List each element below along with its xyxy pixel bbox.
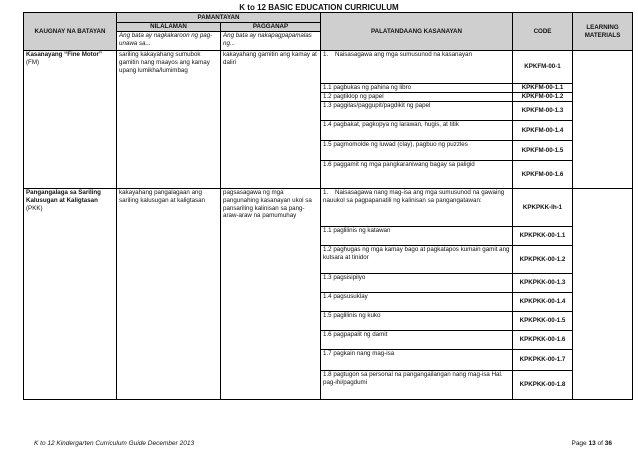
domain-title: Kasanayang “Fine Motor” bbox=[26, 51, 102, 58]
sub-competency: 1.6 paggamit ng mga pangkaraniwang bagay sa paligid bbox=[321, 161, 513, 189]
sub-code: KPKPKK-00-1.8 bbox=[513, 371, 573, 400]
sub-code: KPKPKK-00-1.2 bbox=[513, 246, 573, 274]
sub-code: KPKPKK-00-1.4 bbox=[513, 293, 573, 312]
footer-page-number bbox=[571, 440, 612, 447]
header-nilalaman: NILALAMAN bbox=[117, 23, 221, 32]
header-code: CODE bbox=[513, 13, 573, 51]
curriculum-table bbox=[23, 12, 633, 400]
pagganap-cell: pagsasagawa ng mga pangunahing kasanayan ukol sa pansariling kalinisan sa pang-araw-araw na pamumuhay bbox=[221, 189, 321, 400]
competency-number: 1. bbox=[323, 189, 329, 196]
header-learning-materials: LEARNING MATERIALS bbox=[573, 13, 633, 51]
sub-code: KPKFM-00-1.6 bbox=[513, 161, 573, 189]
domain-title: Pangangalaga sa Sariling Kalusugan at Kaligtasan bbox=[26, 189, 101, 204]
page-total: 36 bbox=[604, 440, 612, 447]
sub-competency: 1.4 pagsusuklay bbox=[321, 293, 513, 312]
pagganap-cell: kakayahang gamitin ang kamay at daliri bbox=[221, 51, 321, 189]
sub-competency: 1.3 paggilas/paggupit/pagdikit ng papel bbox=[321, 102, 513, 121]
domain-abbr: (FM) bbox=[26, 58, 40, 66]
competency-main bbox=[321, 51, 513, 84]
competency-main bbox=[321, 189, 513, 227]
competency-text: Naisasagawa nang mag-isa ang mga sumusunod na gawaing nauukol sa pagpapanatili ng kalinisan sa pangangatawan: bbox=[323, 189, 505, 204]
sub-code: KPKFM-00-1.4 bbox=[513, 121, 573, 141]
document-title: K to 12 BASIC EDUCATION CURRICULUM bbox=[239, 3, 399, 12]
domain-cell bbox=[24, 189, 117, 400]
nilalaman-cell: kakayahang pangalagaan ang sariling kalusugan at kaligtasan bbox=[117, 189, 221, 400]
footer-guide-title: K to 12 Kindergarten Curriculum Guide December 2013 bbox=[34, 440, 195, 447]
sub-competency: 1.2 paghugas ng mga kamay bago at pagkatapos kumain gamit ang kutsara at tinidor bbox=[321, 246, 513, 274]
header-pamantayan: PAMANTAYAN bbox=[117, 13, 321, 23]
sub-competency: 1.2 pagtiklop ng papel bbox=[321, 93, 513, 102]
sub-competency: 1.3 pagsisipilyo bbox=[321, 274, 513, 293]
learning-materials-cell bbox=[573, 51, 633, 189]
domain-abbr: (PKK) bbox=[26, 204, 43, 212]
sub-code: KPKFM-00-1.3 bbox=[513, 102, 573, 121]
sub-code: KPKFM-00-1.5 bbox=[513, 141, 573, 161]
sub-competency: 1.1 paglilinis ng katawan bbox=[321, 227, 513, 246]
competency-text: Naisasagawa ang mga sumusunod na kasanayan bbox=[335, 51, 472, 58]
page-prefix: Page bbox=[571, 440, 589, 447]
sub-code: KPKPKK-00-1.3 bbox=[513, 274, 573, 293]
competency-number: 1. bbox=[323, 51, 329, 58]
sub-competency: 1.5 paglilinis ng kuko bbox=[321, 312, 513, 331]
sub-code: KPKFM-00-1.2 bbox=[513, 93, 573, 102]
header-pagganap: PAGGANAP bbox=[221, 23, 321, 32]
competency-code: KPKPKK-Ih-1 bbox=[513, 189, 573, 227]
header-kaugnay: KAUGNAY NA BATAYAN bbox=[24, 13, 117, 51]
domain-cell bbox=[24, 51, 117, 189]
sub-code: KPKFM-00-1.1 bbox=[513, 84, 573, 93]
header-palatandaan: PALATANDAANG KASANAYAN bbox=[321, 13, 513, 51]
sub-code: KPKPKK-00-1.6 bbox=[513, 331, 573, 350]
nilalaman-cell: sariling kakayahang sumubok gamitin nang maayos ang kamay upang lumikha/lumimbag bbox=[117, 51, 221, 189]
sub-competency: 1.8 pagtugon sa personal na pangangailangan nang mag-isa Hal. pag-ihi/pagdumi bbox=[321, 371, 513, 400]
page-current: 13 bbox=[588, 440, 596, 447]
sub-code: KPKPKK-00-1.5 bbox=[513, 312, 573, 331]
page-of: of bbox=[595, 440, 605, 447]
sub-competency: 1.7 pagkain nang mag-isa bbox=[321, 350, 513, 371]
competency-code: KPKFM-00-1 bbox=[513, 51, 573, 84]
sub-competency: 1.4 pagbakat, pagkopya ng larawan, hugis, at titik bbox=[321, 121, 513, 141]
sub-competency: 1.5 pagmomolde ng luwad (clay), pagbuo ng puzzles bbox=[321, 141, 513, 161]
sub-code: KPKPKK-00-1.7 bbox=[513, 350, 573, 371]
learning-materials-cell bbox=[573, 189, 633, 400]
header-pagganap-desc: Ang bata ay nakapagpapamalas ng... bbox=[221, 32, 321, 51]
sub-competency: 1.6 pagpapalit ng damit bbox=[321, 331, 513, 350]
header-nilalaman-desc: Ang bata ay nagkakaroon ng pag-unawa sa... bbox=[117, 32, 221, 51]
sub-code: KPKPKK-00-1.1 bbox=[513, 227, 573, 246]
sub-competency: 1.1 pagbukas ng pahina ng libro bbox=[321, 84, 513, 93]
